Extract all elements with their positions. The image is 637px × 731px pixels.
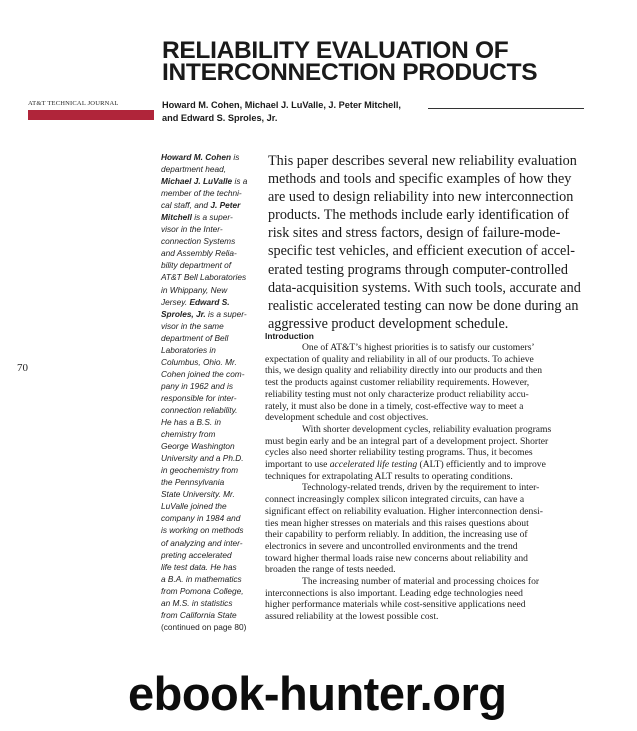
body-line <box>265 354 595 366</box>
bio-text: visor in the same <box>161 320 224 331</box>
bio-line <box>161 332 261 344</box>
bio-text: (continued on page 80) <box>161 621 247 632</box>
bio-text: life test data. He has <box>161 561 237 572</box>
bio-text: Howard M. Cohen <box>161 152 232 162</box>
body-text-run: must begin early and be an integral part of a development project. Shorter <box>265 435 549 447</box>
body-text-run: significant effect on reliability evaluation. Higher interconnection densi- <box>265 505 543 517</box>
bio-text: Sproles, Jr. <box>161 308 206 319</box>
bio-line <box>161 296 261 308</box>
body-line <box>265 424 595 436</box>
bio-text: and Assembly Relia- <box>161 248 237 259</box>
bio-line <box>161 428 261 440</box>
body-line <box>265 389 595 401</box>
body-text <box>265 342 595 623</box>
bio-text: J. Peter <box>210 200 241 211</box>
body-line <box>265 506 595 518</box>
body-text-run: higher performance materials while cost-sensitive applications need <box>265 599 526 611</box>
bio-line <box>161 585 261 597</box>
body-line <box>265 342 595 354</box>
bio-text: Laboratories in <box>161 344 216 355</box>
abstract <box>268 152 588 333</box>
bio-line <box>161 537 261 549</box>
bio-line <box>161 452 261 464</box>
body-line <box>265 436 595 448</box>
body-text-run: interconnections is also important. Leading edge technologies need <box>265 587 523 599</box>
bio-text: connection Systems <box>161 236 236 247</box>
bio-line <box>161 404 261 416</box>
bio-text: He has a B.S. in <box>161 417 221 428</box>
body-line <box>265 576 595 588</box>
body-text-run: The increasing number of material and processing choices for <box>302 576 540 588</box>
article-title <box>162 37 622 86</box>
bio-line <box>161 573 261 585</box>
bio-line <box>161 356 261 368</box>
body-line <box>265 482 595 494</box>
body-line <box>265 588 595 600</box>
body-line <box>265 518 595 530</box>
bio-text: from Pomona College, <box>161 585 244 596</box>
body-text-run: development schedule and cost objectives. <box>265 412 429 424</box>
bio-text: University and a Ph.D. <box>161 453 244 464</box>
journal-color-bar <box>28 110 154 120</box>
bio-line <box>161 549 261 561</box>
bio-text: LuValle joined the <box>161 501 227 512</box>
body-text-run: ties mean higher stresses on materials and this raises questions about <box>265 517 529 529</box>
body-text-run: connect increasingly complex silicon integrated circuits, can have a <box>265 494 525 506</box>
body-text-run: reliability testing must not only characterize product reliability accu- <box>265 388 529 400</box>
body-text-run: expectation of quality and reliability in all of our products. To achieve <box>265 353 534 365</box>
bio-text: in Whippany, New <box>161 284 228 295</box>
body-line <box>265 529 595 541</box>
bio-text: in geochemistry from <box>161 465 239 476</box>
body-text-run: this, we design quality and reliability directly into our products and then <box>265 365 543 377</box>
abstract-line: products. The methods include early identification of <box>268 207 570 224</box>
bio-line <box>161 621 261 633</box>
body-text-run: (ALT) efficiently and to improve <box>417 459 546 471</box>
abstract-line: erated testing programs through computer-controlled <box>268 261 568 278</box>
bio-line <box>161 392 261 404</box>
article-title-line-2: INTERCONNECTION PRODUCTS <box>162 59 538 86</box>
bio-line <box>161 211 261 223</box>
bio-text: of analyzing and inter- <box>161 537 243 548</box>
bio-text: an M.S. in statistics <box>161 597 233 608</box>
article-title-line-1: RELIABILITY EVALUATION OF <box>162 37 509 64</box>
bio-line <box>161 561 261 573</box>
bio-text: department of Bell <box>161 332 229 343</box>
body-text-run: toward higher thermal loads raise new concerns about reliability and <box>265 552 528 564</box>
body-line <box>265 447 595 459</box>
bio-text: department head, <box>161 164 227 175</box>
body-line <box>265 553 595 565</box>
bio-text: Jersey. <box>161 296 190 307</box>
bio-text: George Washington <box>161 441 235 452</box>
body-line <box>265 494 595 506</box>
abstract-line: This paper describes several new reliability evaluation <box>268 153 577 169</box>
body-text-run: test the products against customer reliability requirements. However, <box>265 377 530 389</box>
bio-line <box>161 175 261 187</box>
bio-text: connection reliability. <box>161 404 238 415</box>
author-biography <box>161 151 261 633</box>
body-text-run: cycles also need shorter reliability testing programs. Thus, it becomes <box>265 447 533 459</box>
bio-line <box>161 476 261 488</box>
section-heading: Introduction <box>265 331 314 341</box>
body-text-run: their capability to perform reliably. In addition, the increasing use of <box>265 529 528 541</box>
bio-text: pany in 1962 and is <box>161 380 233 391</box>
bio-text: Michael J. LuValle <box>161 176 233 187</box>
bio-line <box>161 524 261 536</box>
bio-line <box>161 247 261 259</box>
bio-text: preting accelerated <box>161 549 232 560</box>
byline-rule <box>428 108 584 109</box>
body-text-run: techniques for extrapolating ALT results to operating conditions. <box>265 470 513 482</box>
bio-text: bility department of <box>161 260 232 271</box>
watermark: ebook-hunter.org <box>128 667 507 720</box>
body-text-run: One of AT&T’s highest priorities is to satisfy our customers’ <box>302 342 535 353</box>
bio-line <box>161 163 261 175</box>
body-text-run: electronics in severe and uncontrolled environments and the trend <box>265 540 518 552</box>
bio-line <box>161 440 261 452</box>
bio-text: is working on methods <box>161 525 244 536</box>
body-line <box>265 611 595 623</box>
bio-text: State University. Mr. <box>161 489 235 500</box>
bio-line <box>161 271 261 283</box>
body-line <box>265 459 595 471</box>
body-text-run: important to use <box>265 459 330 471</box>
body-line <box>265 377 595 389</box>
body-line <box>265 365 595 377</box>
author-byline <box>162 99 582 125</box>
bio-text: is a <box>232 176 248 187</box>
abstract-line: realistic accelerated testing can now be done during an <box>268 297 579 314</box>
bio-line <box>161 284 261 296</box>
abstract-line: aggressive product development schedule. <box>268 315 509 332</box>
bio-text: is a super- <box>205 308 247 319</box>
bio-text: Cohen joined the com- <box>161 368 245 379</box>
body-text-run: rately, it must also be done in a timely, cost-effective way to meet a <box>265 400 524 412</box>
body-line <box>265 599 595 611</box>
author-byline-line-1: Howard M. Cohen, Michael J. LuValle, J. Peter Mitchell, <box>162 100 401 110</box>
abstract-line: methods and tools and specific examples of how they <box>268 171 572 188</box>
bio-line <box>161 151 261 163</box>
bio-line <box>161 500 261 512</box>
body-line <box>265 541 595 553</box>
bio-text: visor in the Inter- <box>161 224 223 235</box>
bio-text: Columbus, Ohio. Mr. <box>161 356 237 367</box>
bio-line <box>161 368 261 380</box>
bio-text: Mitchell <box>161 212 192 223</box>
bio-line <box>161 464 261 476</box>
abstract-line: specific test vehicles, and efficient execution of accel- <box>268 243 575 260</box>
bio-line <box>161 488 261 500</box>
bio-text: company in 1984 and <box>161 513 241 524</box>
body-line <box>265 401 595 413</box>
body-line <box>265 471 595 483</box>
bio-line <box>161 380 261 392</box>
bio-line <box>161 235 261 247</box>
bio-text: a B.A. in mathematics <box>161 573 242 584</box>
bio-text: AT&T Bell Laboratories <box>161 272 247 283</box>
body-line <box>265 564 595 576</box>
bio-text: member of the techni- <box>161 188 242 199</box>
abstract-line: risk sites and stress factors, design of failure-mode- <box>268 225 561 242</box>
bio-line <box>161 223 261 235</box>
body-text-run: assured reliability at the lowest possible cost. <box>265 611 439 623</box>
author-byline-line-2: and Edward S. Sproles, Jr. <box>162 113 278 123</box>
body-text-run: With shorter development cycles, reliability evaluation programs <box>302 423 552 435</box>
bio-line <box>161 259 261 271</box>
bio-text: chemistry from <box>161 429 216 440</box>
bio-line <box>161 416 261 428</box>
bio-text: the Pennsylvania <box>161 477 225 488</box>
abstract-line: are used to design reliability into new interconnection <box>268 189 574 206</box>
bio-line <box>161 512 261 524</box>
bio-line <box>161 609 261 621</box>
body-line <box>265 412 595 424</box>
bio-line <box>161 320 261 332</box>
bio-line <box>161 199 261 211</box>
bio-text: Edward S. <box>189 296 230 307</box>
bio-text: responsible for inter- <box>161 392 237 403</box>
bio-line <box>161 597 261 609</box>
body-text-run: Technology-related trends, driven by the requirement to inter- <box>302 482 540 494</box>
body-text-run: broaden the range of tests needed. <box>265 564 396 576</box>
journal-name: AT&T TECHNICAL JOURNAL <box>28 100 119 107</box>
bio-text: cal staff, and <box>161 200 211 211</box>
abstract-line: data-acquisition systems. With such tools, accurate and <box>268 279 581 296</box>
bio-line <box>161 187 261 199</box>
page-number: 70 <box>17 362 28 374</box>
bio-line <box>161 308 261 320</box>
bio-text: from California State <box>161 609 237 620</box>
bio-text: is <box>231 152 240 162</box>
emphasized-term: accelerated life testing <box>329 459 418 471</box>
bio-text: is a super- <box>191 212 233 223</box>
bio-line <box>161 344 261 356</box>
